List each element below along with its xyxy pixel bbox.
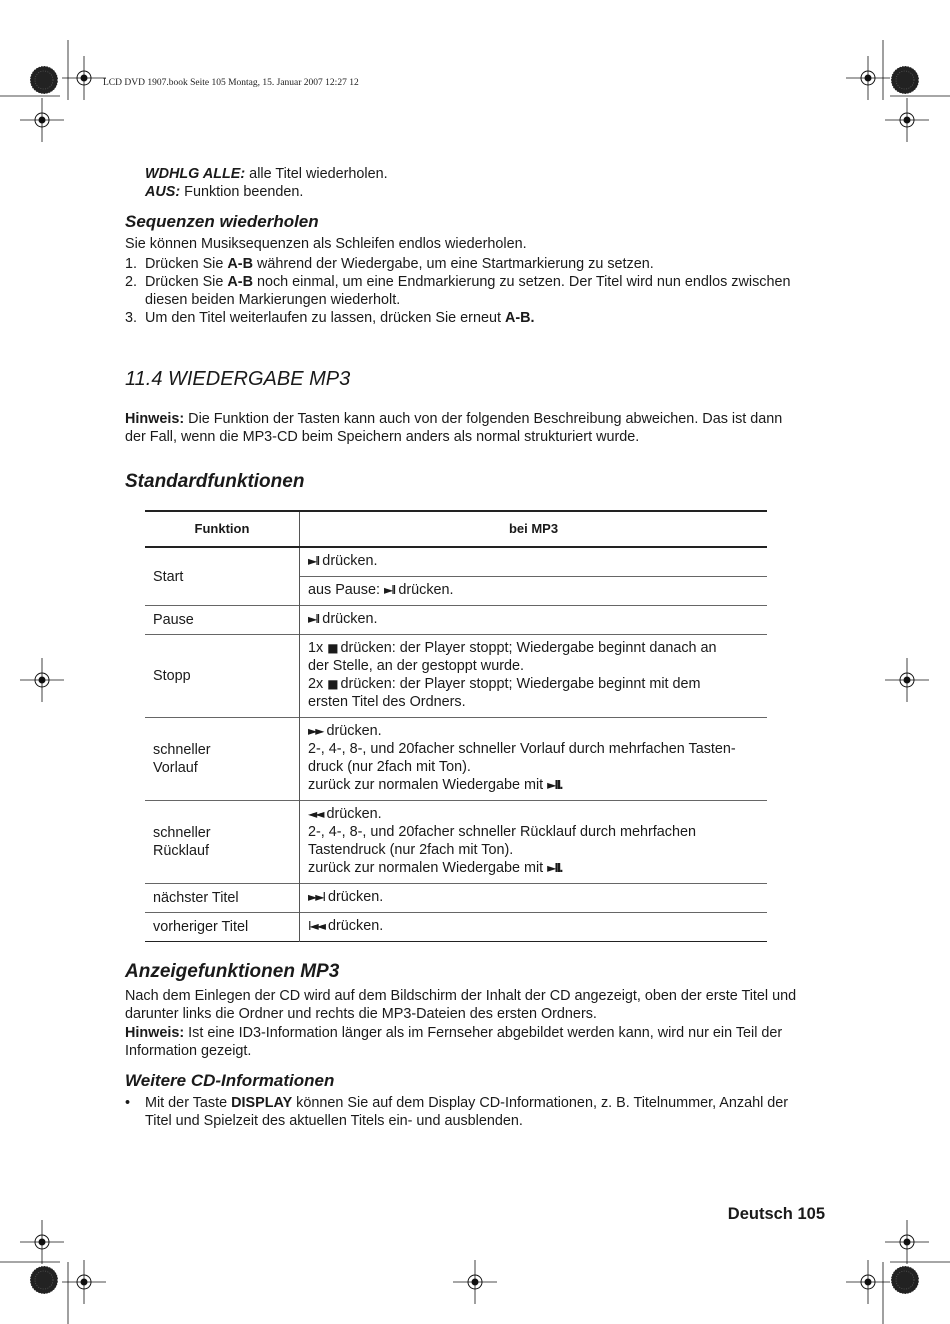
table-row bbox=[145, 606, 767, 635]
anzeige-hint-cont: Information gezeigt. bbox=[125, 1043, 252, 1059]
heading-anzeigefunktionen: Anzeigefunktionen MP3 bbox=[125, 961, 340, 982]
play-pause-icon: ►II bbox=[547, 778, 560, 792]
table-row bbox=[145, 718, 767, 801]
fast-forward-icon: ►► bbox=[308, 724, 323, 738]
anzeige-line-2: darunter links die Ordner und rechts die MP3-Dateien des ersten Ordners. bbox=[125, 1006, 597, 1022]
stopp-cell: 1x ■ drücken: der Player stoppt; Wiedergabe beginnt danach an der Stelle, an der gestoppt wurde. 2x ■ drücken: der Player stoppt; Wiedergabe beginnt mit dem ersten Titel des Ordners. bbox=[308, 640, 717, 710]
registration-star-icon bbox=[891, 66, 919, 94]
play-pause-icon: ►II bbox=[308, 612, 319, 626]
play-pause-icon: ►II bbox=[384, 583, 395, 597]
previous-track-icon: I◄◄ bbox=[308, 919, 324, 933]
start-cell-2: aus Pause: ►II drücken. bbox=[308, 582, 454, 598]
stop-icon: ■ bbox=[327, 677, 337, 691]
row-label-pause: Pause bbox=[145, 606, 300, 635]
heading-weitere: Weitere CD-Informationen bbox=[125, 1071, 335, 1090]
registration-cross-icon bbox=[20, 98, 64, 142]
step-2: 2. bbox=[125, 274, 138, 290]
registration-cross-icon bbox=[885, 1220, 929, 1264]
anzeige-line-1: Nach dem Einlegen der CD wird auf dem Bildschirm der Inhalt der CD angezeigt, oben der erste Titel und bbox=[125, 988, 797, 1004]
table-row bbox=[145, 547, 767, 577]
anzeige-hint: Hinweis: Ist eine ID3-Information länger als im Fernseher abgebildet werden kann, wird nur ein Teil der bbox=[125, 1025, 783, 1041]
table-header-row bbox=[145, 511, 767, 547]
print-header: LCD DVD 1907.book Seite 105 Montag, 15. Januar 2007 12:27 12 bbox=[103, 78, 359, 88]
functions-table bbox=[145, 510, 767, 942]
registration-cross-icon bbox=[20, 658, 64, 702]
vorlauf-cell: ►► drücken. 2-, 4-, 8-, und 20facher schneller Vorlauf durch mehrfachen Tasten- druck (nur 2fach mit Ton). zurück zur normalen Wiedergabe mit ►II. bbox=[308, 723, 736, 793]
registration-star-icon bbox=[891, 1266, 919, 1294]
row-label-vorlauf: schneller Vorlauf bbox=[145, 718, 300, 801]
table-row bbox=[145, 884, 767, 913]
section-hint-cont: der Fall, wenn die MP3-CD beim Speichern anders als normal strukturiert wurde. bbox=[125, 429, 640, 445]
step-2-cont: diesen beiden Markierungen wiederholt. bbox=[145, 292, 401, 308]
weitere-line-2: Titel und Spielzeit des aktuellen Titels ein- und ausblenden. bbox=[145, 1113, 523, 1129]
bullet: • bbox=[125, 1095, 131, 1111]
col-header-funktion: Funktion bbox=[145, 511, 300, 547]
registration-cross-icon bbox=[62, 56, 106, 100]
start-cell-1: ►II drücken. bbox=[308, 553, 378, 569]
row-label-next: nächster Titel bbox=[145, 884, 300, 913]
registration-cross-icon bbox=[885, 658, 929, 702]
registration-cross-icon bbox=[846, 1260, 890, 1304]
table-row bbox=[145, 635, 767, 718]
step-3-text: Um den Titel weiterlaufen zu lassen, drücken Sie erneut A-B. bbox=[145, 310, 535, 326]
row-label-start: Start bbox=[145, 547, 300, 606]
repeat-all-line: WDHLG ALLE: alle Titel wiederholen. bbox=[145, 166, 388, 182]
registration-star-icon bbox=[30, 1266, 58, 1294]
registration-cross-icon bbox=[20, 1220, 64, 1264]
page-footer: Deutsch 105 bbox=[727, 1205, 825, 1223]
registration-cross-icon bbox=[453, 1260, 497, 1304]
row-label-prev: vorheriger Titel bbox=[145, 913, 300, 942]
table-row bbox=[145, 801, 767, 884]
ruecklauf-cell: ◄◄ drücken. 2-, 4-, 8-, und 20facher schneller Rücklauf durch mehrfachen Tastendruck (nur 2fach mit Ton). zurück zur normalen Wiedergabe mit ►II. bbox=[308, 806, 696, 876]
table-row bbox=[145, 913, 767, 942]
play-pause-icon: ►II bbox=[547, 861, 560, 875]
section-hint: Hinweis: Die Funktion der Tasten kann auch von der folgenden Beschreibung abweichen. Das ist dann bbox=[125, 411, 783, 427]
step-1: 1. bbox=[125, 256, 138, 272]
heading-sequenzen: Sequenzen wiederholen bbox=[125, 212, 319, 231]
row-label-stopp: Stopp bbox=[145, 635, 300, 718]
next-track-icon: ►►I bbox=[308, 890, 324, 904]
row-label-ruecklauf: schneller Rücklauf bbox=[145, 801, 300, 884]
section-heading: 11.4 WIEDERGABE MP3 bbox=[125, 368, 351, 390]
step-3: 3. bbox=[125, 310, 138, 326]
off-line: AUS: Funktion beenden. bbox=[145, 184, 304, 200]
registration-cross-icon bbox=[846, 56, 890, 100]
sequenzen-text: Sie können Musiksequenzen als Schleifen endlos wiederholen. bbox=[125, 236, 527, 252]
play-pause-icon: ►II bbox=[308, 554, 319, 568]
registration-cross-icon bbox=[885, 98, 929, 142]
registration-star-icon bbox=[30, 66, 58, 94]
registration-cross-icon bbox=[62, 1260, 106, 1304]
stop-icon: ■ bbox=[327, 641, 337, 655]
weitere-line-1: Mit der Taste DISPLAY können Sie auf dem Display CD-Informationen, z. B. Titelnummer, Anzahl der bbox=[145, 1095, 789, 1111]
heading-standardfunktionen: Standardfunktionen bbox=[125, 471, 305, 492]
prev-cell: I◄◄ drücken. bbox=[308, 918, 384, 934]
col-header-mp3: bei MP3 bbox=[508, 521, 559, 536]
pause-cell: ►II drücken. bbox=[308, 611, 378, 627]
next-cell: ►►I drücken. bbox=[308, 889, 384, 905]
step-2-text: Drücken Sie A-B noch einmal, um eine Endmarkierung zu setzen. Der Titel wird nun endlos zwischen bbox=[145, 274, 791, 290]
step-1-text: Drücken Sie A-B während der Wiedergabe, um eine Startmarkierung zu setzen. bbox=[145, 256, 654, 272]
rewind-icon: ◄◄ bbox=[308, 807, 323, 821]
